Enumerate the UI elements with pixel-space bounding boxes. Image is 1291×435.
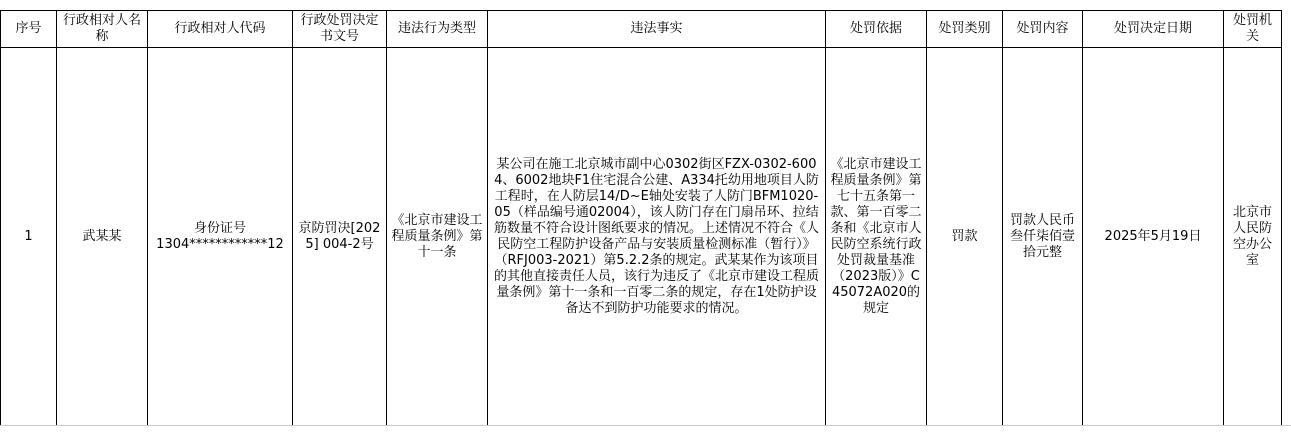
header-party-code[interactable]: 行政相对人代码 — [148, 11, 293, 48]
cell-party-code-label: 身份证号 — [193, 220, 246, 236]
cell-penalty-content[interactable]: 罚款人民币叁仟柒佰壹拾元整 — [1003, 48, 1083, 426]
cell-index[interactable]: 1 — [1, 48, 57, 426]
header-violation-facts[interactable]: 违法事实 — [488, 11, 826, 48]
header-violation-type[interactable]: 违法行为类型 — [387, 11, 488, 48]
header-decision-date[interactable]: 处罚决定日期 — [1083, 11, 1224, 48]
cell-party-code-value: 1304************12 — [156, 236, 284, 252]
header-penalty-authority[interactable]: 处罚机关 — [1224, 11, 1282, 48]
cell-violation-type[interactable]: 《北京市建设工程质量条例》第十一条 — [387, 48, 488, 426]
header-row — [1, 11, 1282, 48]
cell-party-name[interactable]: 武某某 — [57, 48, 148, 426]
header-index[interactable]: 序号 — [1, 11, 57, 48]
cell-penalty-basis[interactable]: 《北京市建设工程质量条例》第七十五条第一款、第一百零二条和《北京市人民防空系统行政处罚裁量基准（2023版）》C45072A020的规定 — [826, 48, 927, 426]
penalty-table — [0, 10, 1282, 426]
cell-decision-date[interactable]: 2025年5月19日 — [1083, 48, 1224, 426]
cell-decision-number[interactable]: 京防罚决[2025] 004-2号 — [293, 48, 387, 426]
cell-penalty-authority[interactable]: 北京市人民防空办公室 — [1224, 48, 1282, 426]
cell-violation-facts[interactable]: 某公司在施工北京城市副中心0302街区FZX-0302-6004、6002地块F1住宅混合公建、A334托幼用地项目人防工程时，在人防层14/D~E轴处安装了人防门BFM1020-05（样品编号通02004），该人防门存在门扇吊环、拉结筋数量不符合设计图纸要求的情况。上述情况不符合《人民防空工程防护设备产品与安装质量检测标准（暂行）》（RFJ003-2021）第5.2.2条的规定。武某某作为该项目的其他直接责任人员，该行为违反了《北京市建设工程质量条例》第十一条和一百零二条的规定，存在1处防护设备达不到防护功能要求的情况。 — [488, 48, 826, 426]
header-party-name[interactable]: 行政相对人名称 — [57, 11, 148, 48]
cell-party-code[interactable] — [148, 48, 293, 426]
grid-bottom-line — [0, 425, 1291, 426]
header-penalty-content[interactable]: 处罚内容 — [1003, 11, 1083, 48]
table-row — [1, 48, 1282, 426]
header-penalty-category[interactable]: 处罚类别 — [927, 11, 1003, 48]
header-decision-number[interactable]: 行政处罚决定书文号 — [293, 11, 387, 48]
header-penalty-basis[interactable]: 处罚依据 — [826, 11, 927, 48]
cell-penalty-category[interactable]: 罚款 — [927, 48, 1003, 426]
